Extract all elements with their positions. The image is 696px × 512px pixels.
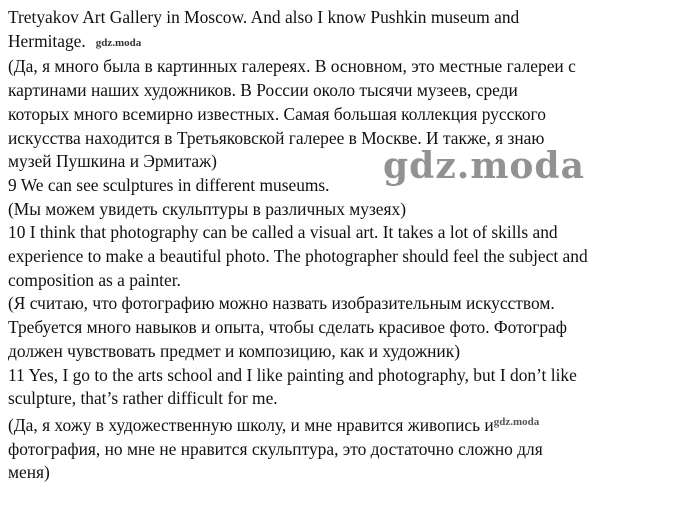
text-line-14: Требуется много навыков и опыта, чтобы сделать красивое фото. Фотограф (8, 317, 568, 338)
text-line-8: 9 We can see sculptures in different museums. (8, 174, 330, 195)
text-line-19: фотография, но мне не нравится скульптура, это достаточно сложно для (8, 438, 543, 459)
document-body (8, 6, 692, 485)
watermark-small-inline: gdz.moda (493, 415, 540, 428)
text-line-1: Tretyakov Art Gallery in Moscow. And also I know Pushkin museum and (8, 7, 520, 27)
text-line-9: (Мы можем увидеть скульптуры в различных музеях) (8, 198, 407, 219)
text-line-15: должен чувствовать предмет и композицию, как и художник) (8, 340, 460, 361)
text-line-6: искусства находится в Третьяковской галерее в Москве. И также, я знаю (8, 127, 545, 148)
text-line-16: 11 Yes, I go to the arts school and I like painting and photography, but I don’t like (8, 364, 577, 385)
text-line-18 (8, 411, 692, 438)
text-line-10: 10 I think that photography can be called a visual art. It takes a lot of skills and (8, 222, 558, 243)
text-line-12: composition as a painter. (8, 269, 181, 290)
text-line-4: картинами наших художников. В России около тысячи музеев, среди (8, 80, 518, 101)
text-line-13: (Я считаю, что фотографию можно назвать изобразительным искусством. (8, 293, 555, 314)
watermark-small-top: gdz.moda (95, 36, 142, 49)
text-line-7: музей Пушкина и Эрмитаж) (8, 151, 217, 172)
text-line-18-content: (Да, я хожу в художественную школу, и мне нравится живопись и (8, 414, 494, 435)
text-line-17: sculpture, that’s rather difficult for me. (8, 388, 278, 409)
text-line-20: меня) (8, 462, 50, 483)
text-line-3: (Да, я много была в картинных галереях. В основном, это местные галереи с (8, 56, 576, 77)
text-line-11: experience to make a beautiful photo. The photographer should feel the subject and (8, 246, 588, 267)
text-line-2 (8, 30, 692, 56)
watermark-large-center: gdz.moda (383, 145, 585, 187)
text-line-2-content: Hermitage. (8, 30, 86, 51)
text-line-5: которых много всемирно известных. Самая большая коллекция русского (8, 103, 546, 124)
